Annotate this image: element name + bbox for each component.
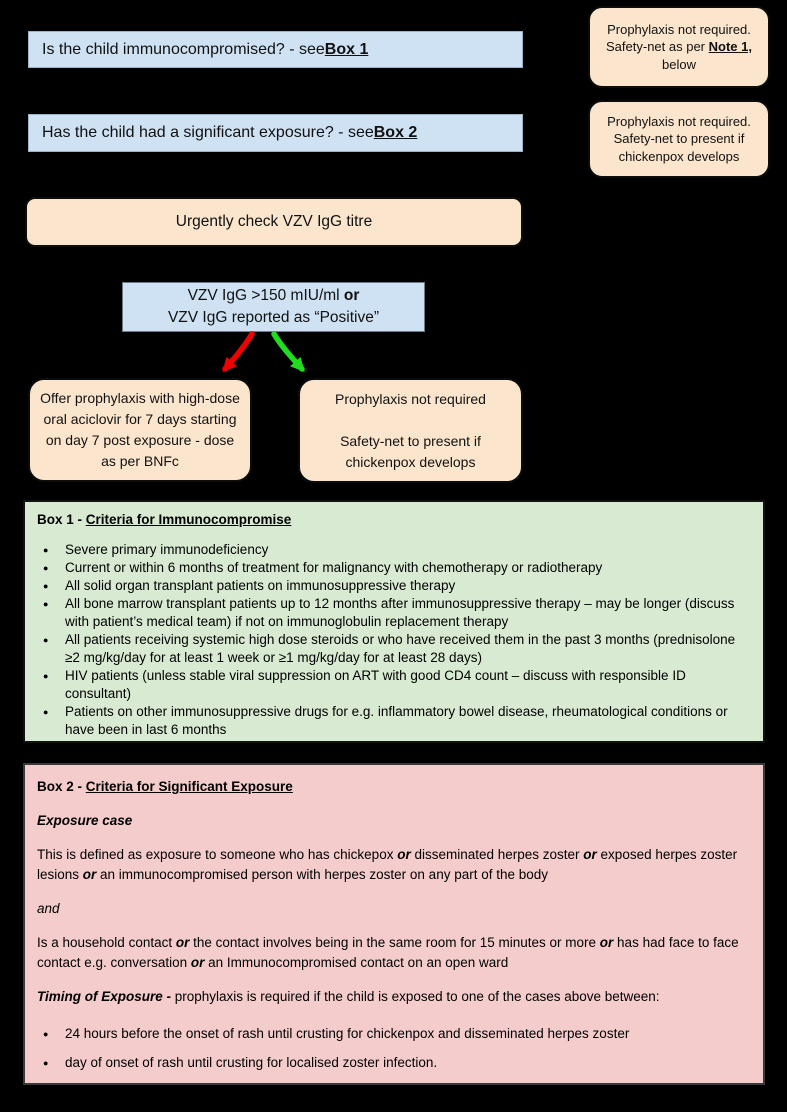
offer-prophylaxis-text: Offer prophylaxis with high-dose oral aciclovir for 7 days starting on day 7 post exposure - dose as per BNFc <box>40 390 240 469</box>
outcome-no-prophylaxis-top-box <box>588 100 770 178</box>
no-prophylaxis-line2: Safety-net to present if chickenpox develops <box>340 432 481 470</box>
outcome-note1-text <box>606 21 752 74</box>
or-word: or <box>175 935 190 950</box>
exposure-case-heading: Exposure case <box>37 813 133 828</box>
contact-definition-paragraph <box>37 933 749 973</box>
list-item: ● 24 hours before the onset of rash until crusting for chickenpox and disseminated herpes zoster <box>37 1024 749 1044</box>
offer-prophylaxis-box <box>28 378 252 482</box>
list-item: ● HIV patients (unless stable viral suppression on ART with good CD4 count – discuss with responsible ID consultant) <box>37 667 737 703</box>
timing-text: prophylaxis is required if the child is exposed to one of the cases above between: <box>174 989 660 1004</box>
timing-heading: Timing of Exposure - <box>37 989 175 1004</box>
or-word: or <box>583 847 597 862</box>
list-item: ● Current or within 6 months of treatment for malignancy with chemotherapy or radiotherapy <box>37 559 737 577</box>
arrow-positive-icon <box>274 334 302 369</box>
box2-criteria-significant-exposure <box>23 763 765 1085</box>
outcome-note1-post: below <box>662 56 696 72</box>
question-immunocompromised-box <box>28 31 523 68</box>
igg-result-line1 <box>188 285 360 307</box>
contact-definition-seg: an Immunocompromised contact on an open ward <box>204 955 509 970</box>
exposure-definition-seg: disseminated herpes zoster <box>410 847 584 862</box>
contact-definition-seg: Is a household contact <box>37 935 176 950</box>
outcome-note1-box <box>588 6 770 88</box>
timing-list <box>37 1024 749 1073</box>
box2-title-prefix: Box 2 - <box>37 779 86 794</box>
check-vzv-igg-titre-text: Urgently check VZV IgG titre <box>175 213 373 230</box>
box2-title <box>37 777 749 797</box>
exposure-definition-seg: exposed herpes zoster lesions <box>37 847 738 882</box>
box1-reference: Box 1 <box>324 40 369 58</box>
list-item: ● Patients on other immunosuppressive drugs for e.g. inflammatory bowel disease, rheumatological conditions or have been in last 6 months <box>37 703 737 739</box>
note1-reference: Note 1, <box>708 39 752 55</box>
question-immunocompromised-text: Is the child immunocompromised? - see <box>42 40 325 58</box>
question-significant-exposure-text: Has the child had a significant exposure? - see <box>42 124 374 141</box>
list-item: ● All solid organ transplant patients on immunosuppressive therapy <box>37 577 737 595</box>
question-significant-exposure-box <box>28 114 523 152</box>
box2-reference: Box 2 <box>373 124 418 141</box>
or-word: or <box>599 935 614 950</box>
list-item: ● All patients receiving systemic high dose steroids or who have received them in the past 3 months (prednisolone ≥2 mg/kg/day for at least 1 week or ≥1 mg/kg/day for at least 28 days) <box>37 631 737 667</box>
outcome-no-prophylaxis-top-text: Prophylaxis not required. Safety-net to present if chickenpox develops <box>607 113 751 164</box>
box2-title-underlined: Criteria for Significant Exposure <box>85 779 293 794</box>
exposure-definition-paragraph <box>37 845 749 885</box>
box1-criteria-list <box>37 541 737 739</box>
igg-result-line1-text: VZV IgG >150 mIU/ml <box>187 287 344 304</box>
exposure-definition-seg: This is defined as exposure to someone who has chickepox <box>37 847 398 862</box>
and-connector: and <box>37 901 60 916</box>
box1-title-underlined: Criteria for Immunocompromise <box>85 512 292 527</box>
or-word: or <box>397 847 411 862</box>
decision-arrows <box>198 331 328 381</box>
igg-or-text: or <box>343 287 360 304</box>
igg-result-box <box>122 282 425 332</box>
no-prophylaxis-line1: Prophylaxis not required <box>335 390 486 407</box>
contact-definition-seg: the contact involves being in the same room for 15 minutes or more <box>189 935 600 950</box>
list-item: ● Severe primary immunodeficiency <box>37 541 737 559</box>
box1-title-prefix: Box 1 - <box>37 512 86 527</box>
igg-result-line2: VZV IgG reported as “Positive” <box>167 309 380 326</box>
no-prophylaxis-bottom-box <box>298 378 523 483</box>
box1-criteria-immunocompromise <box>23 500 765 743</box>
contact-definition-seg: has had face to face contact e.g. conversation <box>37 935 739 970</box>
arrow-negative-icon <box>225 334 252 369</box>
list-item: ● day of onset of rash until crusting for localised zoster infection. <box>37 1053 749 1073</box>
list-item: ● All bone marrow transplant patients up to 12 months after immunosuppressive therapy – may be longer (discuss with patient’s medical team) if not on immunoglobulin replacement therapy <box>37 595 737 631</box>
timing-of-exposure-paragraph <box>37 987 749 1007</box>
or-word: or <box>190 955 205 970</box>
outcome-note1-pre: Prophylaxis not required. Safety-net as per <box>606 21 751 55</box>
or-word: or <box>82 867 97 882</box>
check-vzv-igg-titre-box <box>25 197 523 247</box>
exposure-definition-seg: an immunocompromised person with herpes zoster on any part of the body <box>96 867 549 882</box>
box1-title <box>37 511 737 529</box>
